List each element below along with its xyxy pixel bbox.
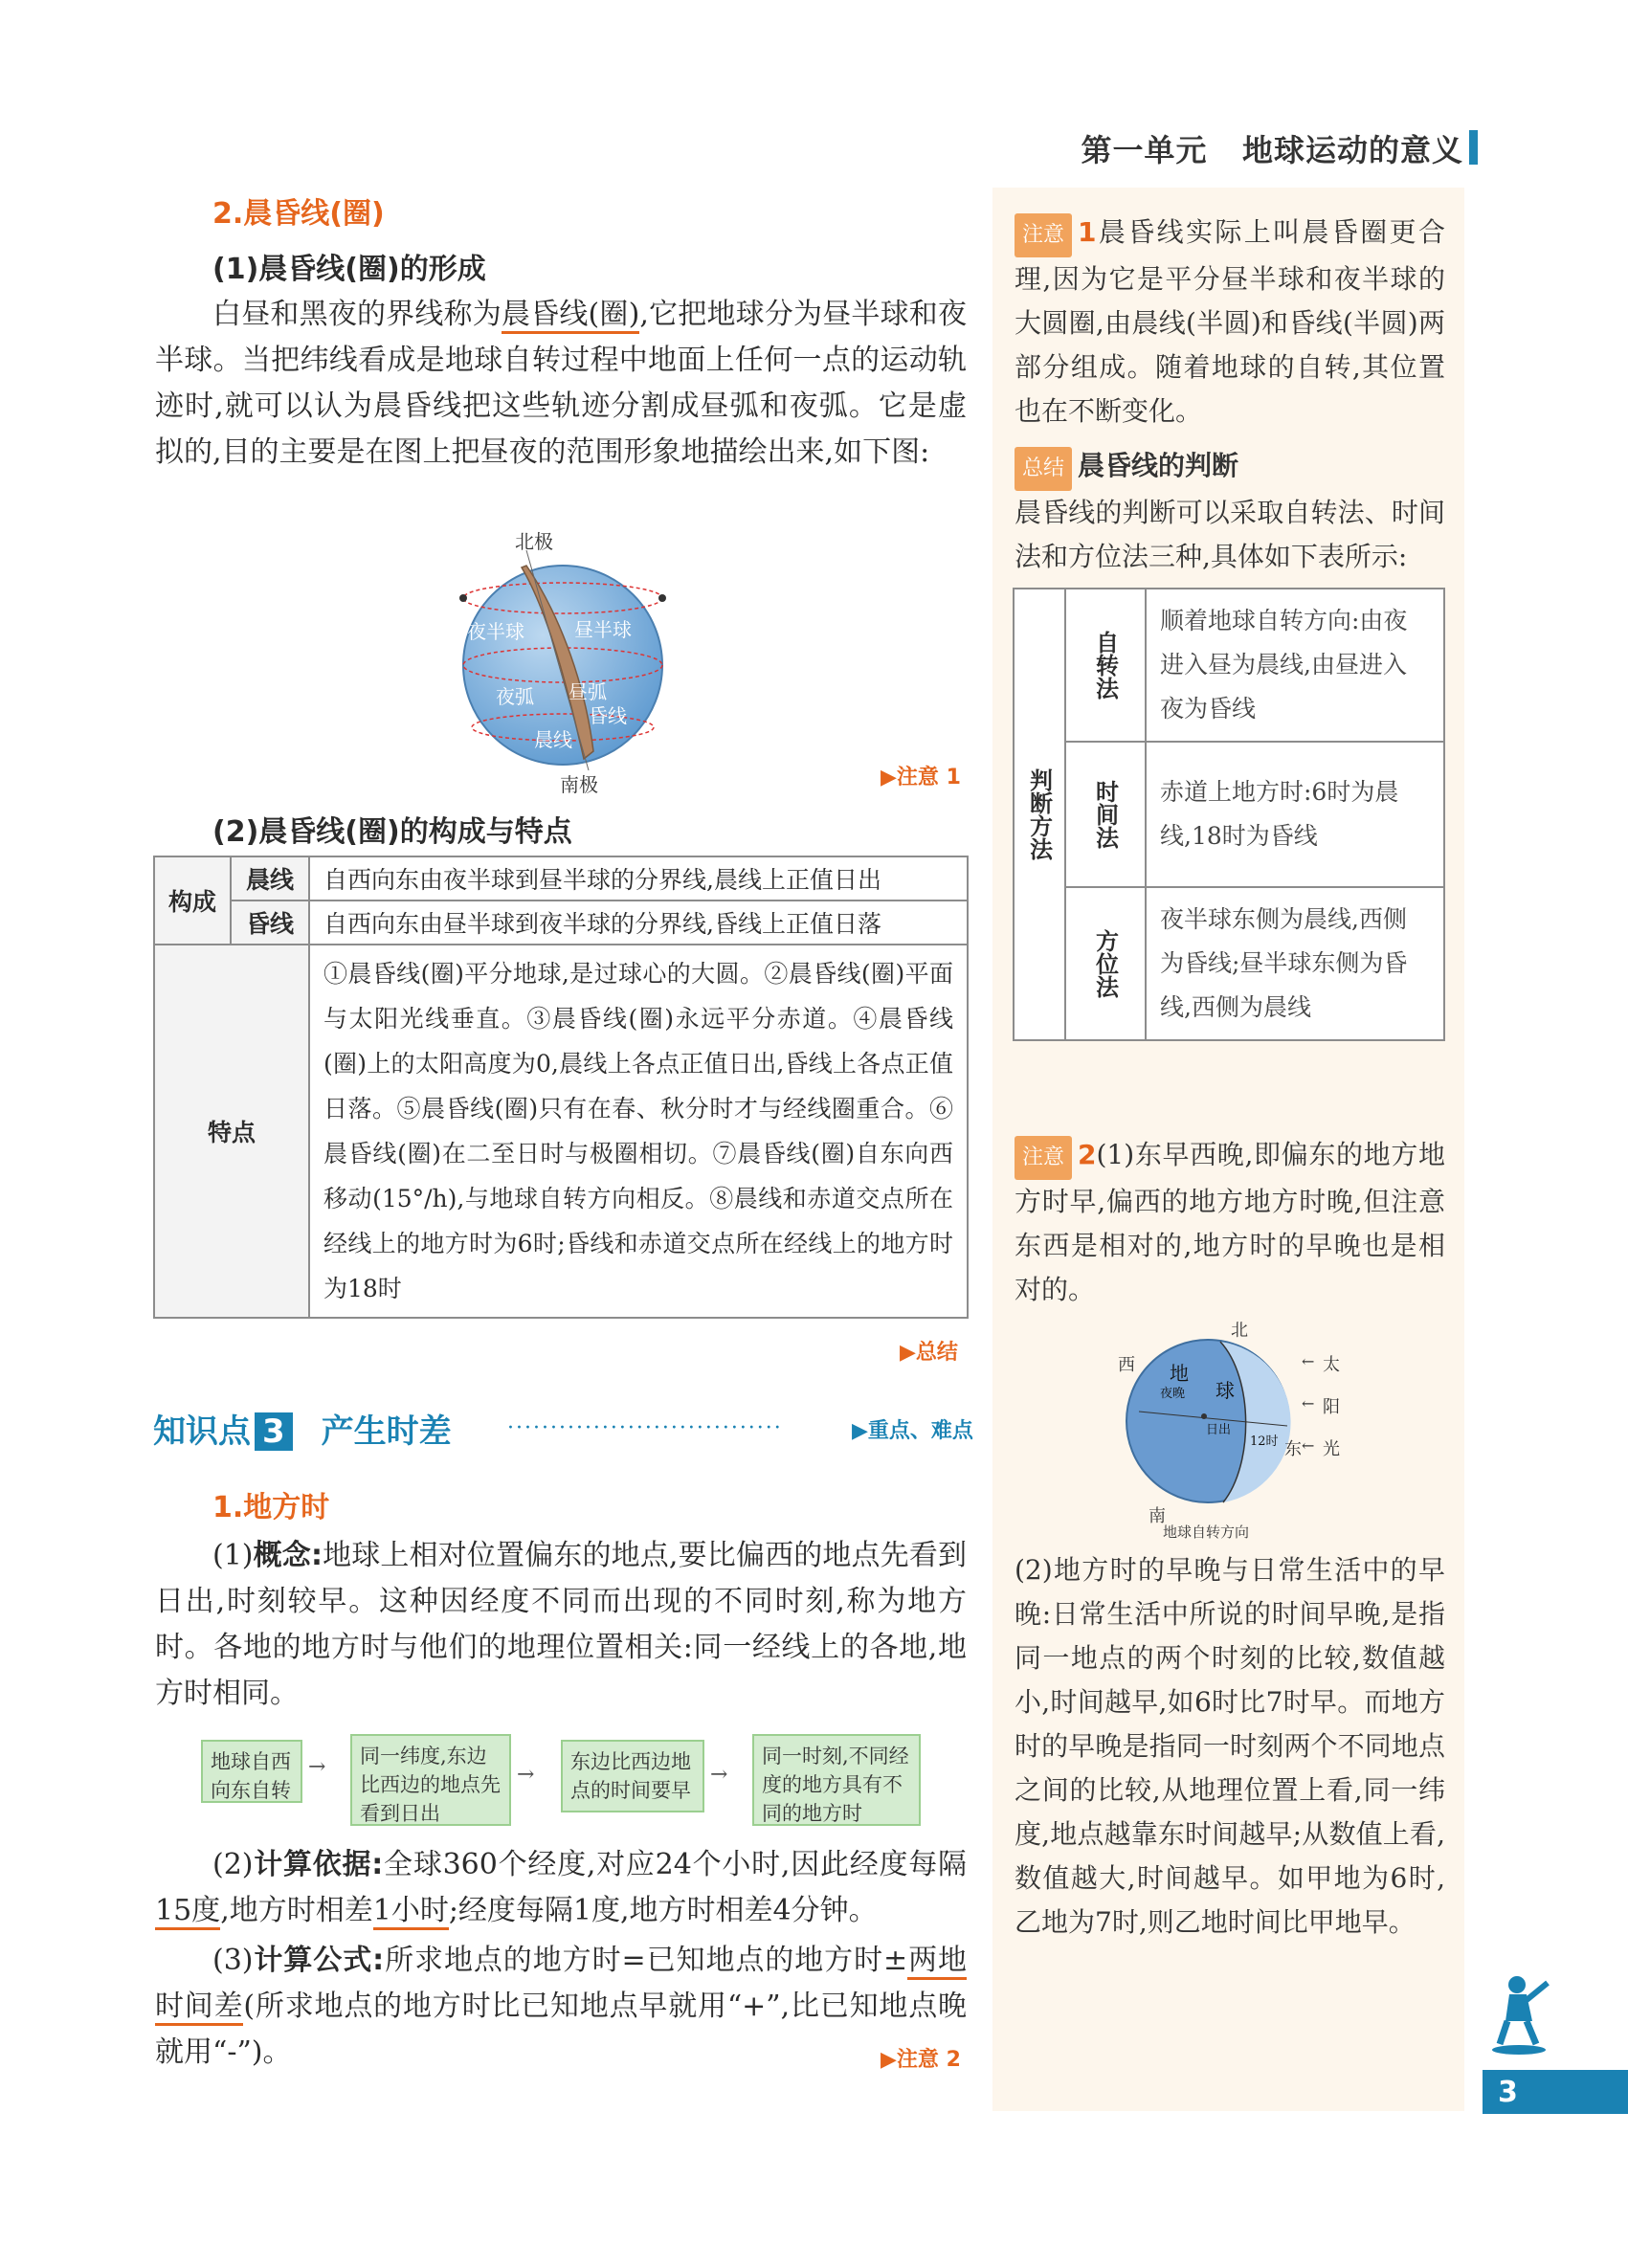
note2-badge: 注意: [1015, 1136, 1072, 1180]
rotation-method-desc: 顺着地球自转方向:由夜进入昼为晨线,由昼进入夜为昏线: [1146, 589, 1444, 742]
svg-text:←: ←: [1302, 1352, 1315, 1370]
sun-label-2: 阳: [1323, 1397, 1340, 1417]
composition-label: 构成: [154, 856, 231, 945]
knowledge-point-number: 3: [255, 1412, 293, 1451]
calculation-basis-paragraph: (2)计算依据:全球360个经度,对应24个小时,因此经度每隔15度,地方时相差1小时;经度每隔1度,地方时相差4分钟。: [155, 1842, 967, 1934]
judgment-method-label: 判断方法: [1014, 589, 1065, 1040]
qiu-label: 球: [1215, 1379, 1235, 1402]
dusk-desc-cell: 自西向东由昼半球到夜半球的分界线,昏线上正值日落: [309, 901, 968, 945]
flow-arrow-1: →: [308, 1755, 326, 1779]
calculation-formula-paragraph: (3)计算公式:所求地点的地方时=已知地点的地方时±两地时间差(所求地点的地方时比已知地点早就用“+”,比已知地点晚就用“-”)。: [155, 1944, 968, 2069]
day-hemisphere-label: 昼半球: [574, 618, 632, 641]
dawn-line-label: 晨线: [534, 728, 572, 751]
sunrise-label: 日出: [1206, 1423, 1232, 1437]
summary-ref-tag: ▶总结: [900, 1341, 958, 1365]
dusk-cell: 昏线: [231, 901, 309, 945]
note1-badge: 注意: [1015, 213, 1072, 257]
flow-step-4: 同一时刻,不同经度的地方具有不同的地方时: [752, 1734, 921, 1826]
header-accent-bar: [1469, 130, 1478, 165]
east-label: 东: [1284, 1439, 1302, 1459]
flow-arrow-2: →: [517, 1763, 535, 1787]
night-arc-label: 夜弧: [496, 685, 534, 708]
note2-ref-tag: ▶注意 2: [881, 2048, 961, 2072]
mascot-figure-icon: [1488, 1971, 1555, 2057]
summary-text: 晨昏线的判断可以采取自转法、时间法和方位法三种,具体如下表所示:: [1015, 497, 1445, 572]
dawn-desc-cell: 自西向东由夜半球到昼半球的分界线,晨线上正值日出: [309, 856, 968, 901]
sun-label-3: 光: [1323, 1439, 1340, 1459]
rotation-direction-label: 地球自转方向: [1163, 1523, 1250, 1541]
terminator-globe-figure: [450, 531, 680, 794]
svg-text:←: ←: [1302, 1436, 1315, 1455]
note1-ref-tag: ▶注意 1: [881, 766, 961, 789]
summary-badge: 总结: [1015, 447, 1072, 491]
composition-table: [153, 856, 969, 1319]
note2-block: 注意 2(1)东早西晚,即偏东的地方地方时早,偏西的地方地方时晚,但注意东西是相对的,地方时的早晚也是相对的。: [1015, 1133, 1445, 1312]
unit-title: 地球运动的意义: [1241, 132, 1463, 168]
features-desc-cell: ①晨昏线(圈)平分地球,是过球心的大圆。②晨昏线(圈)平面与太阳光线垂直。③晨昏线(圈)永远平分赤道。④晨昏线(圈)上的太阳高度为0,晨线上各点正值日出,昏线上各点正值日落。⑤晨昏线(圈)只有在春、秋分时才与经线圈重合。⑥晨昏线(圈)在二至日时与极圈相切。⑦晨昏线(圈)自东向西移动(15°/h),与地球自转方向相反。⑧晨线和赤道交点所在经线上的地方时为6时;昏线和赤道交点所在经线上的地方时为18时: [309, 945, 968, 1318]
night-hemisphere-label: 夜半球: [467, 620, 524, 643]
di-label: 地: [1170, 1362, 1189, 1385]
time-method-label: 时间法: [1065, 742, 1146, 887]
summary-title: 晨昏线的判断: [1078, 450, 1239, 481]
flow-arrow-3: →: [710, 1763, 728, 1787]
flow-step-2: 同一纬度,东边比西边的地点先看到日出: [350, 1734, 511, 1826]
south-pole-label: 南极: [560, 773, 598, 794]
key-point-tag: ▶重点、难点: [852, 1419, 973, 1443]
dawn-cell: 晨线: [231, 856, 309, 901]
knowledge-point-heading: 知识点 3 产生时差: [153, 1412, 452, 1451]
knowledge-point-title: 产生时差: [321, 1412, 452, 1451]
south-label: 南: [1149, 1506, 1166, 1526]
direction-method-desc: 夜半球东侧为晨线,西侧为昏线;昼半球东侧为昏线,西侧为晨线: [1146, 887, 1444, 1040]
rotation-method-label: 自转法: [1065, 589, 1146, 742]
time-method-desc: 赤道上地方时:6时为晨线,18时为昏线: [1146, 742, 1444, 887]
flow-step-3: 东边比西边地点的时间要早: [561, 1740, 704, 1812]
features-label: 特点: [154, 945, 309, 1318]
note2-continued: (2)地方时的早晚与日常生活中的早晚:日常生活中所说的时间早晚,是指同一地点的两个时刻的比较,数值越小,时间越早,如6时比7时早。而地方时的早晚是指同一时刻两个不同地点之间的比较,从地理位置上看,同一纬度,地点越靠东时间越早;从数值上看,数值越大,时间越早。如甲地为6时,乙地为7时,则乙地时间比甲地早。: [1015, 1554, 1445, 1938]
subheading-composition: (2)晨昏线(圈)的构成与特点: [212, 815, 572, 849]
night-label: 夜晚: [1160, 1387, 1186, 1401]
dusk-line-label: 昏线: [589, 704, 627, 727]
noon-label: 12时: [1250, 1434, 1279, 1449]
direction-method-label: 方位法: [1065, 887, 1146, 1040]
subheading-formation: (1)晨昏线(圈)的形成: [212, 253, 486, 286]
judgment-method-table: [1013, 588, 1445, 1041]
north-label: 北: [1231, 1321, 1248, 1341]
local-time-heading: 1.地方时: [212, 1491, 330, 1524]
svg-text:←: ←: [1302, 1394, 1315, 1412]
concept-paragraph: (1)概念:地球上相对位置偏东的地点,要比偏西的地点先看到日出,时刻较早。这种因经度不同而出现的不同时刻,称为地方时。各地的地方时与他们的地理位置相关:同一经线上的各地,地方时相同。: [155, 1539, 967, 1710]
day-arc-label: 昼弧: [569, 680, 607, 703]
formation-paragraph: 白昼和黑夜的界线称为晨昏线(圈),它把地球分为昼半球和夜半球。当把纬线看成是地球自转过程中地面上任何一点的运动轨迹时,就可以认为晨昏线把这些轨迹分割成昼弧和夜弧。它是虚拟的,目的主要是在图上把昼夜的范围形象地描绘出来,如下图:: [155, 298, 967, 469]
page-number: 3: [1498, 2076, 1518, 2109]
sun-label-1: 太: [1323, 1355, 1340, 1375]
unit-label: 第一单元: [1081, 132, 1208, 168]
leader-dots: ································: [507, 1416, 783, 1440]
page-number-box: [1483, 2070, 1628, 2114]
local-time-globe-figure: [1110, 1321, 1340, 1541]
note1-block: 注意 1晨昏线实际上叫晨昏圈更合理,因为它是平分昼半球和夜半球的大圆圈,由晨线(半圆)和昏线(半圆)两部分组成。随着地球的自转,其位置也在不断变化。: [1015, 211, 1445, 434]
running-header: [1082, 126, 1463, 170]
flow-step-1: 地球自西向东自转: [201, 1740, 302, 1803]
north-pole-label: 北极: [515, 531, 553, 553]
section-heading: 2.晨昏线(圈): [212, 197, 385, 231]
west-label: 西: [1118, 1355, 1135, 1375]
summary-block: [1015, 444, 1445, 579]
